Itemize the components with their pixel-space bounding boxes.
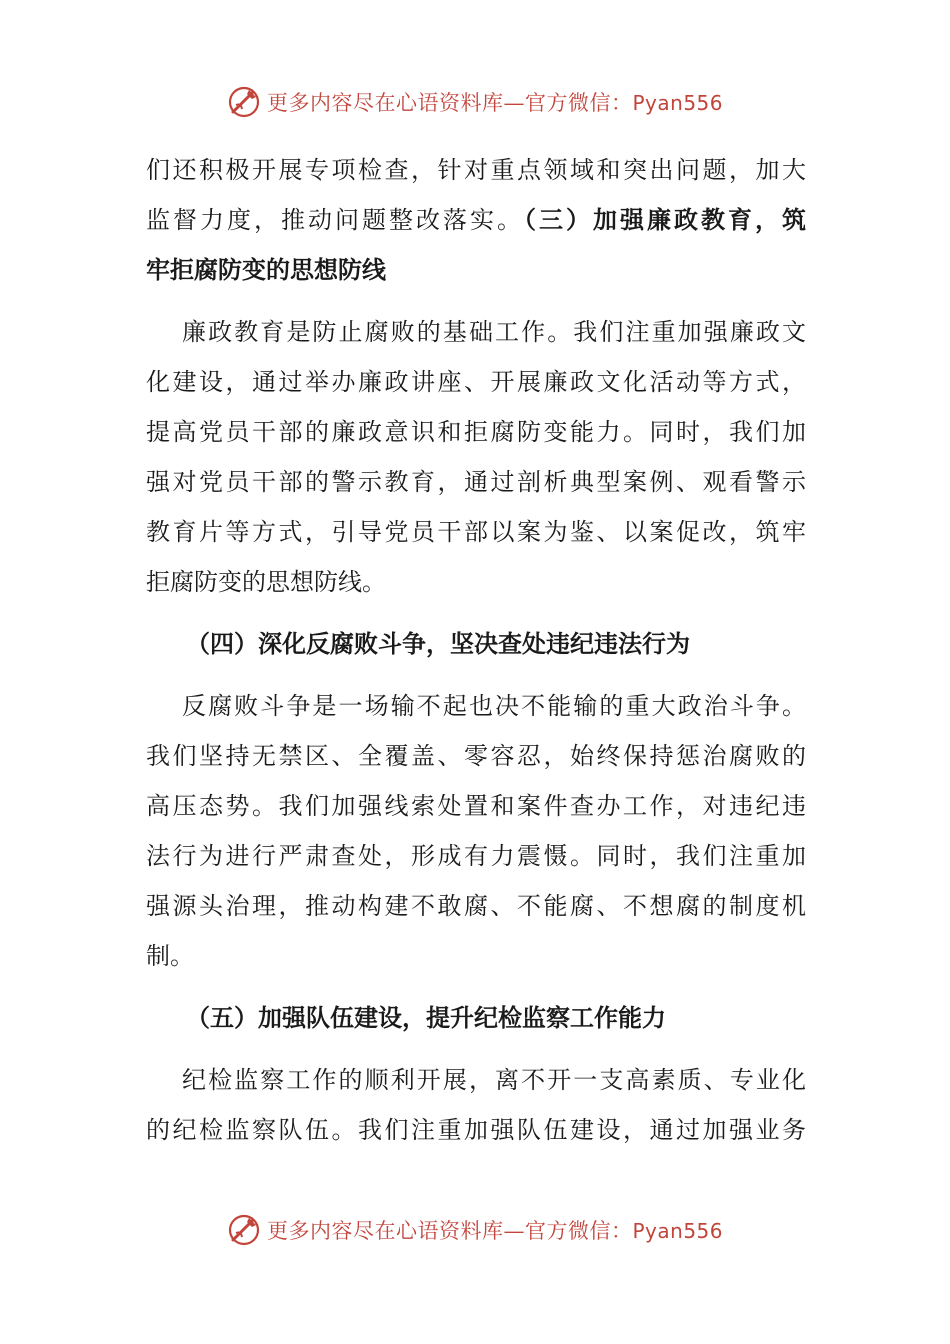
footer-watermark (0, 1210, 950, 1250)
text-line: 教育片等方式，引导党员干部以案为鉴、以案促改，筑牢 (146, 518, 806, 546)
section-heading-4: （四）深化反腐败斗争，坚决查处违纪违法行为 (186, 629, 690, 658)
text-line: 化建设，通过举办廉政讲座、开展廉政文化活动等方式， (146, 368, 806, 396)
text-line: 法行为进行严肃查处，形成有力震慑。同时，我们注重加 (146, 842, 806, 870)
text-line: 我们坚持无禁区、全覆盖、零容忍，始终保持惩治腐败的 (146, 742, 806, 770)
header-watermark (0, 82, 950, 122)
text-line: 们还积极开展专项检查，针对重点领域和突出问题，加大 (146, 156, 806, 184)
text-line: 廉政教育是防止腐败的基础工作。我们注重加强廉政文 (182, 318, 806, 346)
section-heading-5: （五）加强队伍建设，提升纪检监察工作能力 (186, 1003, 666, 1032)
text-line: 强源头治理，推动构建不敢腐、不能腐、不想腐的制度机 (146, 892, 806, 920)
text-line: 监督力度，推动问题整改落实。（三）加强廉政教育，筑 (146, 205, 806, 234)
text-line: 强对党员干部的警示教育，通过剖析典型案例、观看警示 (146, 468, 806, 496)
text-line: 反腐败斗争是一场输不起也决不能输的重大政治斗争。 (182, 692, 806, 720)
document-body (146, 145, 806, 1155)
text-line: 制。 (146, 942, 194, 970)
pen-logo-icon (227, 1213, 261, 1247)
text-line: 拒腐防变的思想防线。 (146, 568, 386, 596)
section-heading-3-cont: 牢拒腐防变的思想防线 (146, 255, 386, 284)
text-line: 高压态势。我们加强线索处置和案件查办工作，对违纪违 (146, 792, 806, 820)
text-line: 提高党员干部的廉政意识和拒腐防变能力。同时，我们加 (146, 418, 806, 446)
watermark-text: 更多内容尽在心语资料库—官方微信：Pyan556 (266, 91, 723, 115)
text-line: 纪检监察工作的顺利开展，离不开一支高素质、专业化 (182, 1066, 806, 1094)
pen-logo-icon (227, 85, 261, 119)
watermark-text: 更多内容尽在心语资料库—官方微信：Pyan556 (266, 1219, 723, 1243)
section-heading-3: （三）加强廉政教育，筑 (524, 205, 806, 234)
text-line: 的纪检监察队伍。我们注重加强队伍建设，通过加强业务 (146, 1116, 806, 1144)
